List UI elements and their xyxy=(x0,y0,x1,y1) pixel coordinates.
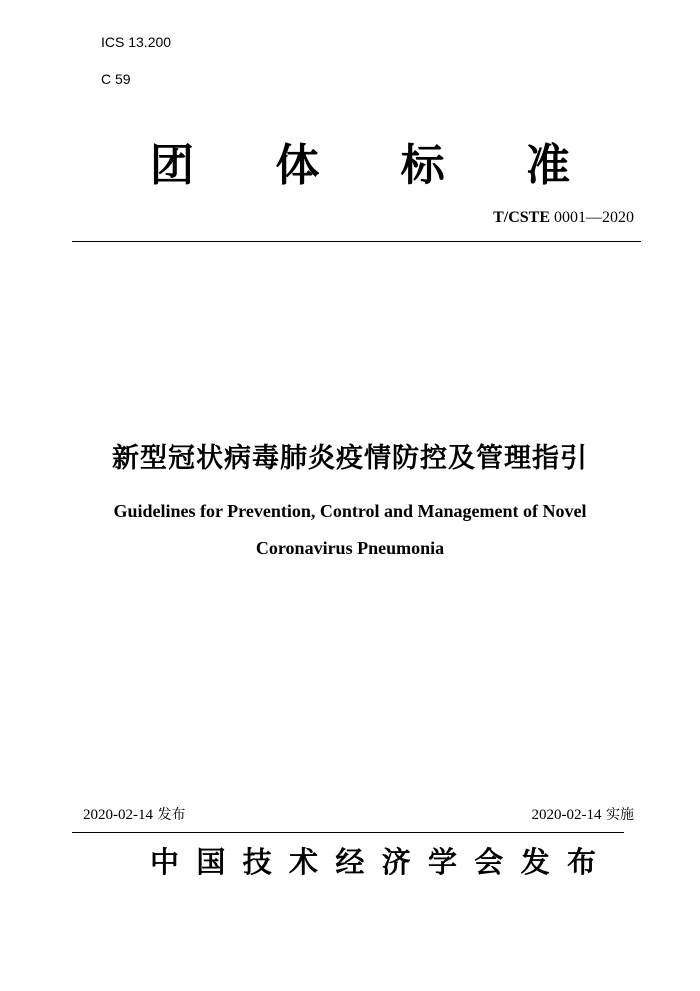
ics-code: ICS 13.200 xyxy=(101,34,172,50)
standard-number-value: 0001—2020 xyxy=(550,209,634,226)
implementation-date xyxy=(532,804,634,824)
standard-type-char: 标 xyxy=(400,140,445,191)
issue-date xyxy=(83,804,185,824)
implementation-date-value: 2020-02-14 xyxy=(531,807,602,823)
bottom-divider xyxy=(72,832,624,833)
title-english-line1: Guidelines for Prevention, Control and Management of Novel xyxy=(113,501,587,521)
top-divider xyxy=(72,241,641,242)
publisher-char: 国 xyxy=(196,844,226,879)
publisher-char: 发 xyxy=(520,844,550,879)
publisher-char: 济 xyxy=(381,844,411,879)
publisher-char: 会 xyxy=(474,844,504,879)
standard-type-char: 准 xyxy=(525,140,570,191)
implementation-date-label: 实施 xyxy=(601,807,634,823)
publisher-char: 经 xyxy=(335,844,365,879)
publisher-char: 术 xyxy=(288,844,318,879)
standard-type-heading xyxy=(150,133,570,189)
issue-date-label: 发布 xyxy=(153,807,186,823)
standard-number xyxy=(493,209,634,227)
publisher xyxy=(150,840,596,880)
ccs-code: C 59 xyxy=(101,71,131,87)
standard-number-prefix: T/CSTE xyxy=(493,209,550,226)
title-chinese: 新型冠状病毒肺炎疫情防控及管理指引 xyxy=(112,443,588,474)
standard-type-char: 体 xyxy=(275,140,320,191)
publisher-char: 技 xyxy=(242,844,272,879)
publisher-char: 布 xyxy=(566,844,596,879)
title-english-line2: Coronavirus Pneumonia xyxy=(255,538,445,558)
issue-date-value: 2020-02-14 xyxy=(83,807,153,823)
publisher-char: 中 xyxy=(150,844,180,879)
standard-type-char: 团 xyxy=(150,140,194,191)
publisher-char: 学 xyxy=(427,844,457,879)
